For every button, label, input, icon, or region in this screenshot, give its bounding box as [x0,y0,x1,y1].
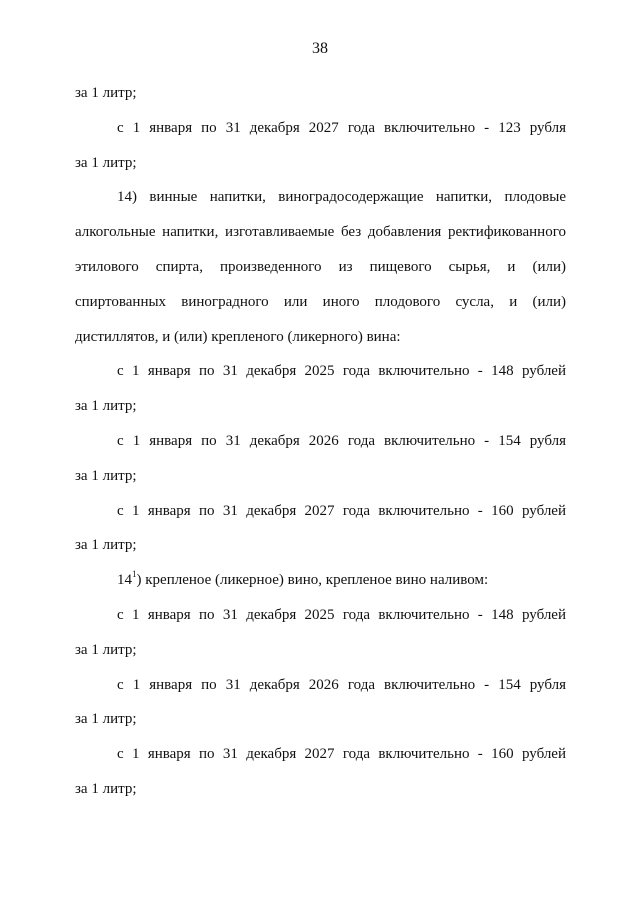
text-line: за 1 литр; [75,154,137,171]
text-line: алкогольные напитки, изготавливаемые без добавления ректификованного [75,224,566,241]
text-line: с 1 января по 31 декабря 2027 года включительно - 160 рублей [117,502,566,519]
item-text: ) крепленое (ликерное) вино, крепленое вино наливом: [136,572,489,589]
document-body [75,76,566,807]
text-line: с 1 января по 31 декабря 2026 года включительно - 154 рубля [117,676,566,693]
text-line: за 1 литр; [75,641,137,658]
page-number: 38 [312,40,328,57]
item-number: 14 [117,572,132,589]
text-line: с 1 января по 31 декабря 2027 года включительно - 123 рубля [117,119,566,136]
text-line: спиртованных виноградного или иного плодового сусла, и (или) [75,293,566,310]
text-line: за 1 литр; [75,780,137,797]
text-line: за 1 литр; [75,398,137,415]
text-line: за 1 литр; [75,537,137,554]
text-line: за 1 литр; [75,467,137,484]
text-line: с 1 января по 31 декабря 2025 года включительно - 148 рублей [117,363,566,380]
text-line: с 1 января по 31 декабря 2026 года включительно - 154 рубля [117,432,566,449]
item-superscript: 1 [132,569,137,580]
text-line-item-14-1 [75,563,566,598]
text-line: за 1 литр; [75,85,137,101]
text-line: дистиллятов, и (или) крепленого (ликерного) вина: [75,328,401,345]
text-line: с 1 января по 31 декабря 2027 года включительно - 160 рублей [117,746,566,763]
text-line: с 1 января по 31 декабря 2025 года включительно - 148 рублей [117,606,566,623]
text-line: 14) винные напитки, виноградосодержащие напитки, плодовые [117,189,566,206]
text-line: за 1 литр; [75,711,137,728]
text-line: этилового спирта, произведенного из пищевого сырья, и (или) [75,258,566,275]
